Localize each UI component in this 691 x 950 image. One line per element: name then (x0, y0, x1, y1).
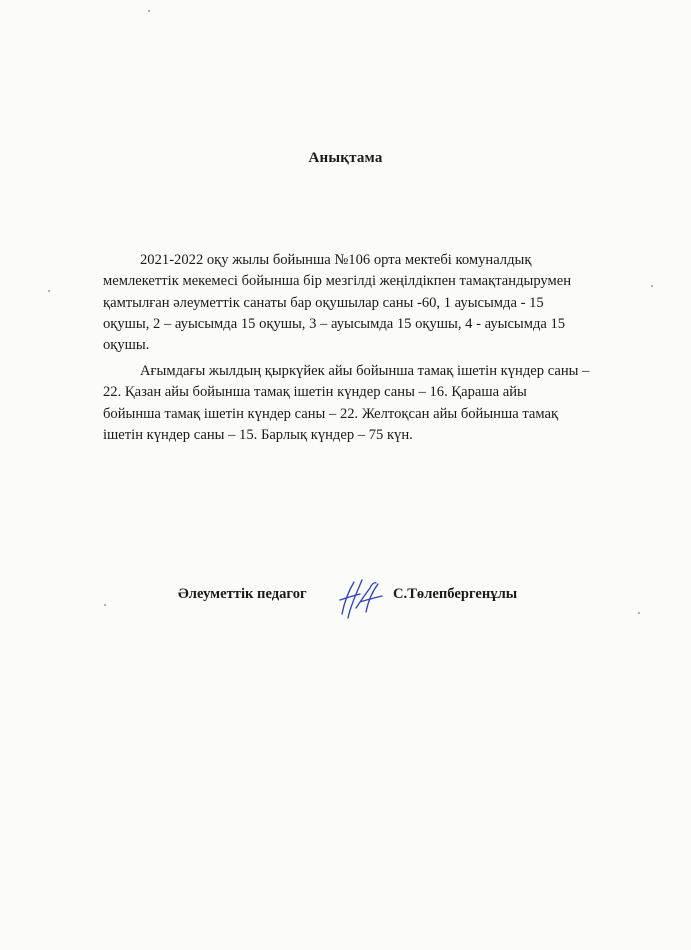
scan-speck (638, 612, 640, 614)
scan-speck (48, 290, 50, 292)
paragraph-2 (103, 361, 613, 446)
paragraph-2-line-3: бойынша тамақ ішетін күндер саны – 22. Желтоқсан айы бойынша тамақ (103, 405, 559, 422)
paragraph-1-line-4: оқушы, 2 – ауысымда 15 оқушы, 3 – ауысымда 15 оқушы, 4 - ауысымда 15 (103, 315, 566, 332)
handwritten-signature (330, 574, 388, 624)
scan-speck (148, 10, 150, 12)
paragraph-1-line-5: оқушы. (103, 337, 150, 354)
signatory-position: Әлеуметтік педагог (178, 586, 307, 602)
scan-speck (651, 285, 653, 287)
paragraph-2-line-2: 22. Қазан айы бойынша тамақ ішетін күндер саны – 16. Қараша айы (103, 384, 527, 401)
signatory-name: С.Төлепбергенұлы (393, 586, 518, 602)
paragraph-1-line-2: мемлекеттік мекемесі бойынша бір мезгілді жеңілдікпен тамақтандырумен (103, 273, 572, 290)
paragraph-2-line-4: ішетін күндер саны – 15. Барлық күндер – 75 күн. (103, 426, 413, 443)
document-title: Анықтама (308, 150, 383, 166)
paragraph-2-line-1: Ағымдағы жылдың қыркүйек айы бойынша тамақ ішетін күндер саны – (140, 363, 590, 379)
paragraph-1-line-1: 2021-2022 оқу жылы бойынша №106 орта мектебі комуналдық (140, 252, 532, 268)
paragraph-1-line-3: қамтылған әлеуметтік санаты бар оқушылар саны -60, 1 ауысымда - 15 (103, 294, 544, 311)
paragraph-1 (103, 250, 613, 356)
scan-speck (104, 604, 106, 606)
